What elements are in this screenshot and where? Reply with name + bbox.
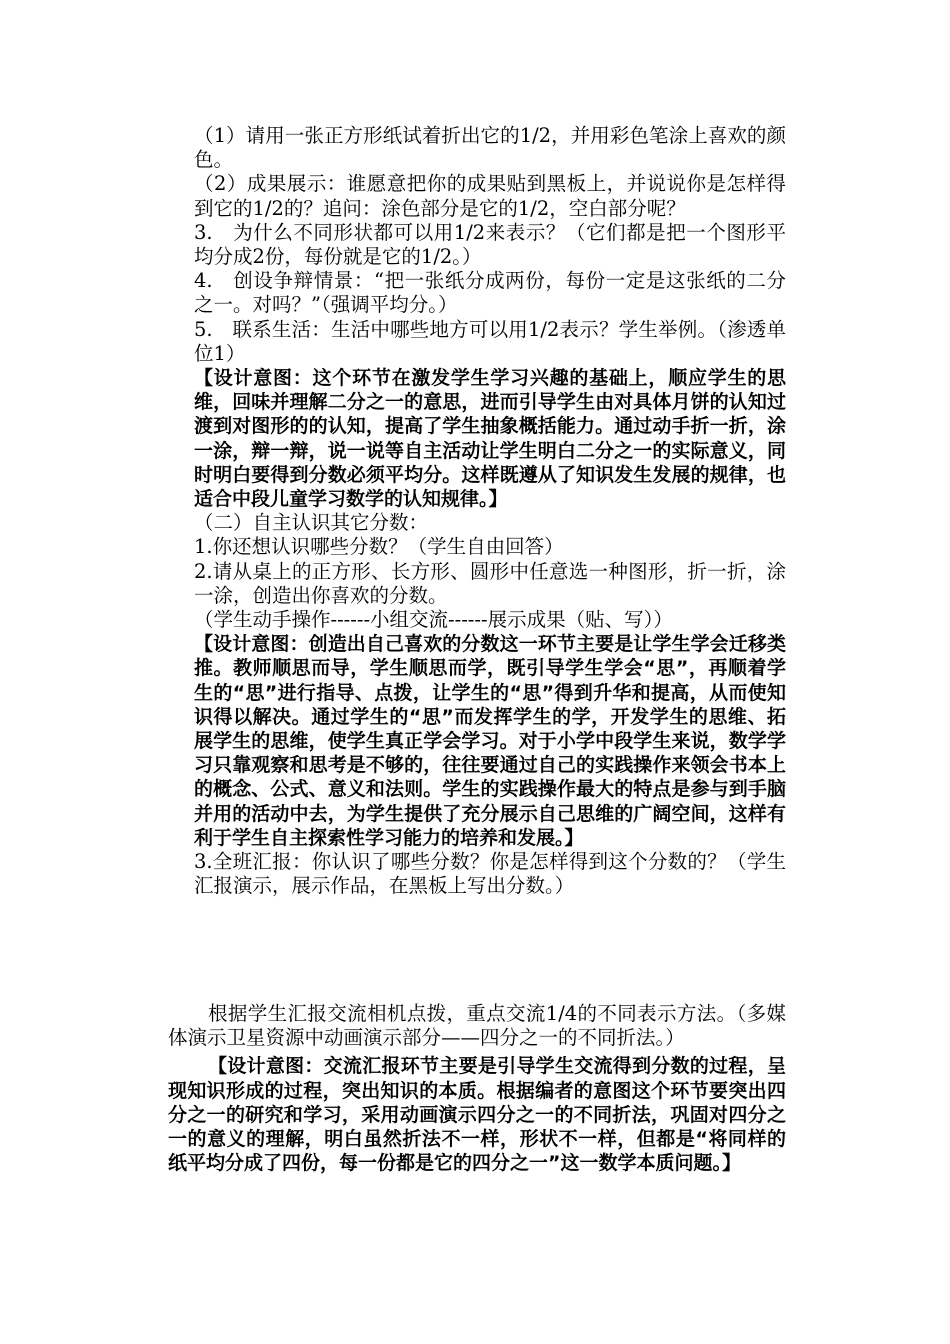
steps-block [194,124,786,899]
design-intent-2: 【设计意图：创造出自己喜欢的分数这一环节主要是让学生学会迁移类推。教师顺思而导，学生顺思而学，既引导学生学会“思”，再顺着学生的“思”进行指导、点拨，让学生的“思”得到升华和提高，从而使知识得以解决。通过学生的“思”而发挥学生的学，开发学生的思维、拓展学生的思维，使学生真正学会学习。对于小学中段学生来说，数学学习只靠观察和思考是不够的，往往要通过自己的实践操作来领会书本上的概念、公式、意义和法则。学生的实践操作最大的特点是参与到手脑并用的活动中去，为学生提供了充分展示自己思维的广阔空间，这样有利于学生自主探索性学习能力的培养和发展。】 [194,633,786,849]
paragraph-step-1: （1）请用一张正方形纸试着折出它的1/2，并用彩色笔涂上喜欢的颜色。 [194,124,786,172]
paragraph-step-3: 3. 为什么不同形状都可以用1/2来表示？（它们都是把一个图形平均分成2份，每份就是它的1/2。） [194,220,786,269]
paragraph-discussion: 根据学生汇报交流相机点拨，重点交流1/4的不同表示方法。（多媒体演示卫星资源中动画演示部分——四分之一的不同折法。） [168,1002,786,1050]
paragraph-step-5: 5. 联系生活：生活中哪些地方可以用1/2表示？学生举例。（渗透单位1） [194,317,786,365]
summary-block [168,1002,786,1175]
question-3: 3.全班汇报：你认识了哪些分数？你是怎样得到这个分数的？（学生汇报演示，展示作品，在黑板上写出分数。） [194,850,786,898]
design-intent-3: 【设计意图：交流汇报环节主要是引导学生交流得到分数的过程，呈现知识形成的过程，突出知识的本质。根据编者的意图这个环节要突出四分之一的研究和学习，采用动画演示四分之一的不同折法，巩固对四分之一的意义的理解，明白虽然折法不一样，形状不一样，但都是“将同样的纸平均分成了四份，每一份都是它的四分之一”这一数学本质问题。】 [168,1055,786,1175]
design-intent-1: 【设计意图：这个环节在激发学生学习兴趣的基础上，顺应学生的思维，回味并理解二分之一的意思，进而引导学生由对具体月饼的认知过渡到对图形的的认知，提高了学生抽象概括能力。通过动手折一折，涂一涂，辩一辩，说一说等自主活动让学生明白二分之一的实际意义，同时明白要得到分数必须平均分。这样既遵从了知识发生发展的规律，也适合中段儿童学习数学的认知规律。】 [194,367,786,511]
paragraph-step-4: 4. 创设争辩情景：“把一张纸分成两份，每份一定是这张纸的二分之一。对吗？”（强调平均分。） [194,269,786,317]
question-2-note: （学生动手操作------小组交流------展示成果（贴、写）） [194,608,673,632]
section-heading-2: （二）自主认识其它分数： [194,511,429,535]
question-1: 1.你还想认识哪些分数？（学生自由回答） [194,535,564,559]
question-2: 2.请从桌上的正方形、长方形、圆形中任意选一种图形，折一折，涂一涂，创造出你喜欢的分数。 [194,559,786,607]
paragraph-step-2: （2）成果展示：谁愿意把你的成果贴到黑板上，并说说你是怎样得到它的1/2的？追问：涂色部分是它的1/2，空白部分呢？ [194,172,786,220]
